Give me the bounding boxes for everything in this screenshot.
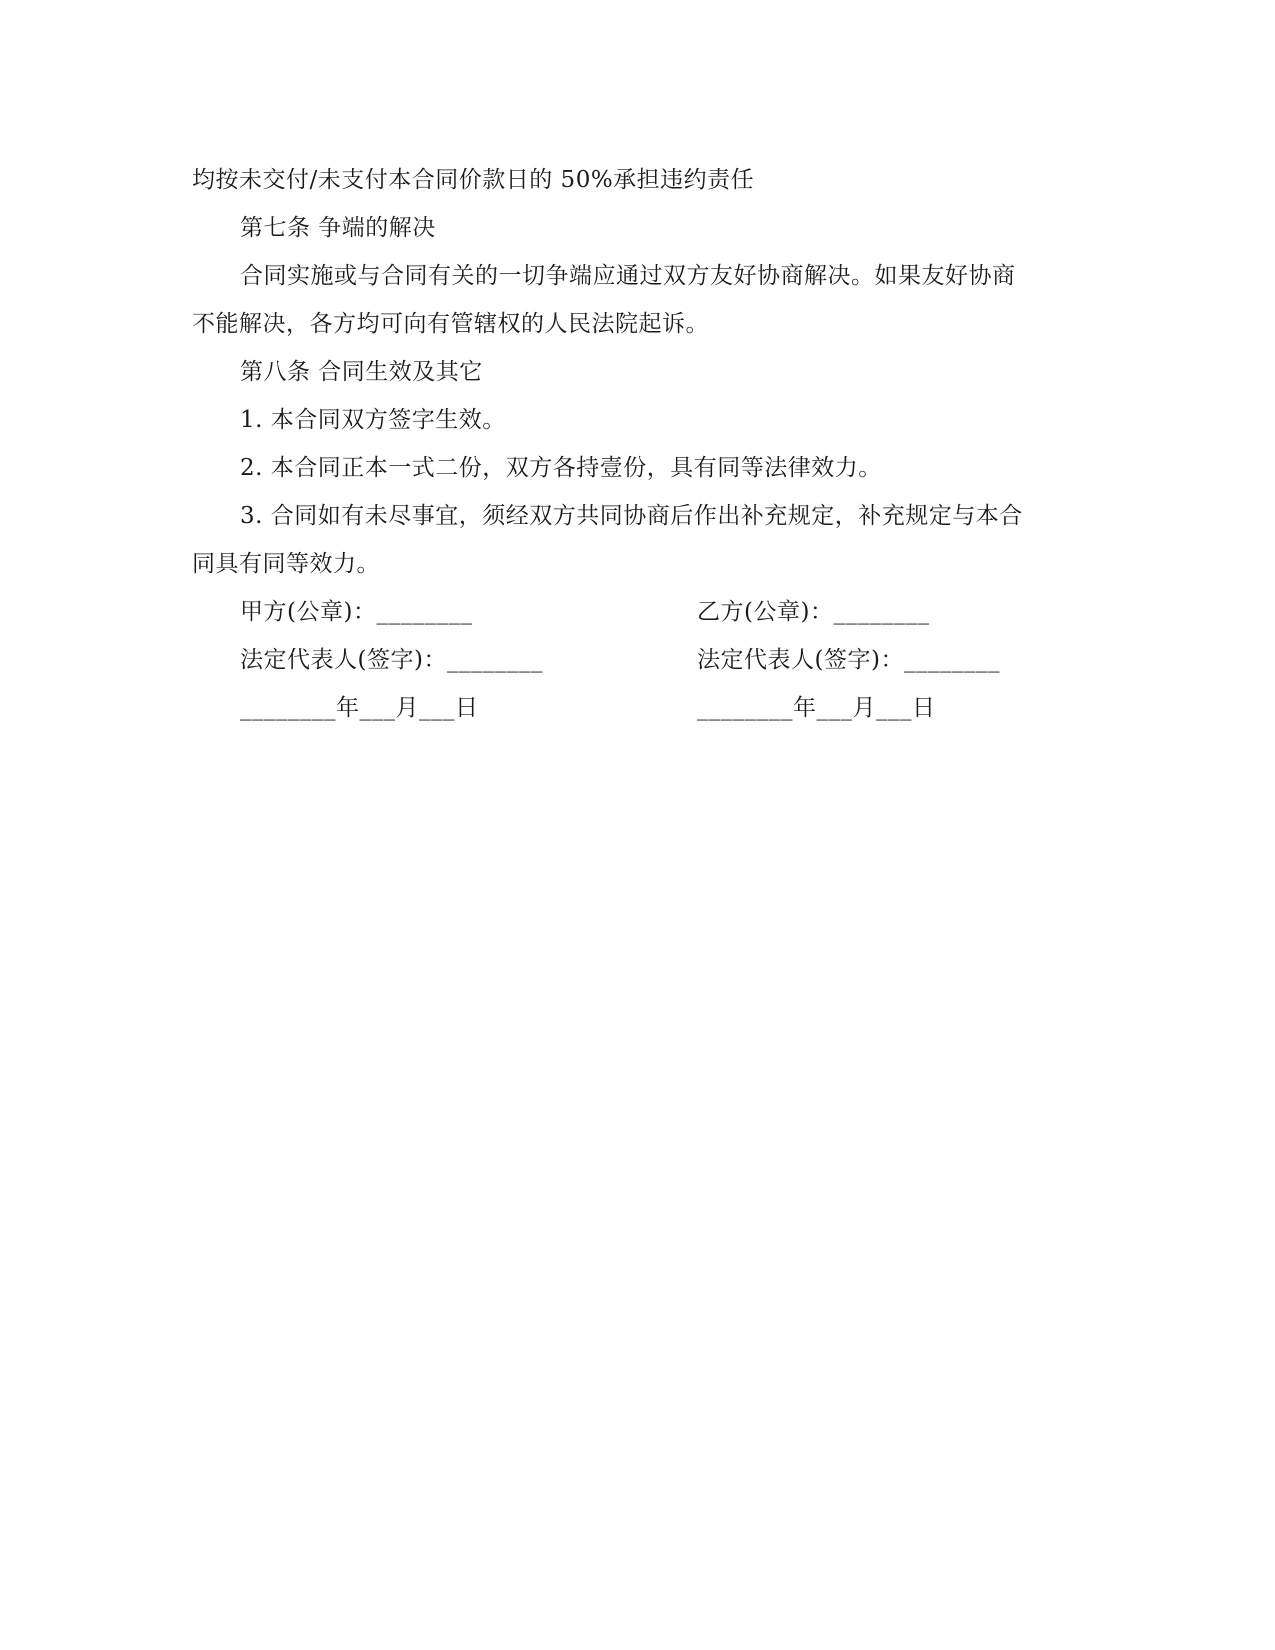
article-7-heading: 第七条 争端的解决	[240, 215, 436, 241]
party-b-representative-line: 法定代表人(签字)：________	[697, 647, 1000, 673]
party-a-representative-line: 法定代表人(签字)：________	[240, 647, 543, 673]
article-8-item-3-line-1: 3. 合同如有未尽事宜，须经双方共同协商后作出补充规定，补充规定与本合	[240, 503, 1023, 529]
party-a-date-line: ________年___月___日	[240, 695, 479, 721]
article-8-item-3-line-2: 同具有同等效力。	[192, 551, 380, 577]
article-7-paragraph-line-1: 合同实施或与合同有关的一切争端应通过双方友好协商解决。如果友好协商	[240, 263, 1016, 289]
liability-continuation-line: 均按未交付/未支付本合同价款日的 50%承担违约责任	[192, 167, 755, 193]
article-8-item-1: 1. 本合同双方签字生效。	[240, 407, 506, 433]
article-8-heading: 第八条 合同生效及其它	[240, 359, 483, 385]
party-a-seal-line: 甲方(公章)：________	[240, 599, 473, 625]
party-b-date-line: ________年___月___日	[697, 695, 936, 721]
article-7-paragraph-line-2: 不能解决，各方均可向有管辖权的人民法院起诉。	[192, 311, 709, 337]
party-b-seal-line: 乙方(公章)：________	[697, 599, 930, 625]
article-8-item-2: 2. 本合同正本一式二份，双方各持壹份，具有同等法律效力。	[240, 455, 882, 481]
